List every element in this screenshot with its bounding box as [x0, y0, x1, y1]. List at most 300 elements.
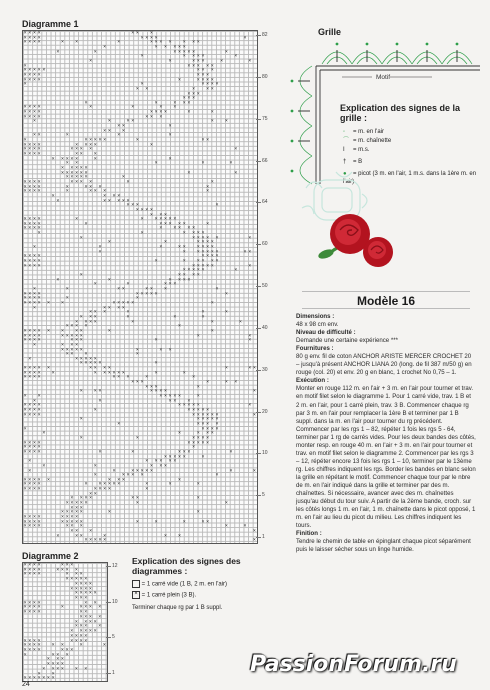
filled-square: ×: [32, 132, 36, 139]
filled-square: ×: [88, 580, 92, 587]
filled-square: ×: [192, 85, 195, 92]
filled-square: ×: [98, 604, 101, 611]
filled-square: ×: [210, 299, 214, 306]
filled-square: ×: [88, 585, 92, 592]
filled-square: ×: [121, 304, 125, 311]
filled-square: ×: [32, 216, 36, 223]
filled-square: ×: [107, 365, 111, 372]
model-title: Modèle 16: [356, 294, 416, 308]
filled-square: ×: [37, 178, 41, 185]
row-number: 75: [262, 115, 268, 122]
finishing-value: Tendre le chemin de table en épinglant chaque picot séparément puis le laisser sécher sous un linge humide.: [296, 538, 471, 554]
filled-square: ×: [210, 253, 214, 260]
execution-label: Exécution :: [296, 377, 329, 385]
filled-square: ×: [238, 318, 242, 325]
filled-square: ×: [206, 220, 209, 227]
filled-square: ×: [154, 39, 158, 46]
filled-square: ×: [37, 225, 41, 232]
filled-square: ×: [103, 486, 106, 493]
filled-square: ×: [37, 230, 41, 237]
filled-square: ×: [79, 509, 83, 516]
filled-square: ×: [79, 580, 83, 587]
row-number: 5: [262, 492, 265, 499]
filled-square: ×: [206, 85, 209, 92]
filled-square: ×: [42, 675, 45, 682]
filled-square: ×: [32, 183, 36, 190]
row-number: 40: [262, 324, 268, 331]
filled-square: ×: [117, 197, 120, 204]
filled-square: ×: [70, 585, 73, 592]
filled-square: ×: [201, 518, 204, 525]
filled-square: ×: [89, 490, 92, 497]
filled-square: ×: [74, 576, 78, 583]
filled-square: ×: [112, 192, 116, 199]
filled-square: ×: [51, 651, 55, 658]
filled-square: ×: [93, 281, 97, 288]
filled-square: ×: [28, 458, 31, 465]
filled-square: ×: [159, 104, 162, 111]
filled-square: ×: [32, 253, 36, 260]
filled-square: ×: [173, 313, 176, 320]
filled-square: ×: [28, 151, 31, 158]
filled-square: ×: [98, 397, 101, 404]
filled-square: ×: [75, 151, 78, 158]
single-crochet-icon: I: [343, 147, 345, 153]
instructions: [296, 313, 476, 554]
filled-square: ×: [93, 590, 97, 597]
filled-square: ×: [32, 444, 36, 451]
filled-square: ×: [210, 81, 214, 88]
row-tick: [106, 566, 111, 567]
filled-square: ×: [131, 379, 134, 386]
row-number: 20: [262, 408, 268, 415]
filled-square: ×: [168, 453, 172, 460]
row-tick: [256, 161, 261, 162]
row-number: 50: [262, 283, 268, 289]
filled-square: ×: [23, 104, 27, 111]
filled-square: ×: [79, 585, 83, 592]
filled-square: ×: [23, 141, 27, 148]
filled-square: ×: [224, 48, 228, 55]
filled-square: ×: [210, 318, 214, 325]
row-number: 30: [262, 366, 268, 373]
filled-square: ×: [126, 299, 130, 306]
filled-square: ×: [32, 113, 36, 120]
filled-square: ×: [23, 332, 27, 339]
filled-square: ×: [23, 523, 27, 530]
filled-square: ×: [154, 369, 158, 376]
filled-square: ×: [145, 374, 148, 381]
filled-square: ×: [187, 407, 190, 414]
filled-square: ×: [154, 360, 158, 367]
legend-sc-text: = m.s.: [353, 147, 370, 153]
filled-square: ×: [51, 670, 55, 677]
filled-square: ×: [135, 137, 139, 144]
filled-square: ×: [23, 262, 27, 269]
filled-square: ×: [117, 481, 120, 488]
filled-square: ×: [79, 637, 83, 644]
filled-square: ×: [164, 216, 167, 223]
filled-square: ×: [75, 141, 78, 148]
filled-square: ×: [168, 458, 172, 465]
filled-square: ×: [182, 244, 186, 251]
filled-square: ×: [51, 665, 55, 672]
filled-square: ×: [182, 248, 186, 255]
filled-square: ×: [154, 99, 158, 106]
filled-square: ×: [103, 137, 106, 144]
filled-square: ×: [178, 430, 181, 437]
filled-square: ×: [23, 369, 27, 376]
filled-square: ×: [135, 518, 139, 525]
filled-square: ×: [42, 430, 45, 437]
filled-square: ×: [178, 323, 181, 330]
filled-square: ×: [210, 416, 214, 423]
filled-square: ×: [79, 346, 83, 353]
filled-square: ×: [79, 234, 83, 241]
filled-square: ×: [42, 67, 45, 74]
filled-square: ×: [70, 628, 73, 635]
filled-square: ×: [196, 272, 200, 279]
filled-square: ×: [37, 188, 41, 195]
model-title-box: [302, 291, 470, 309]
filled-square: ×: [196, 495, 200, 502]
filled-square: ×: [145, 286, 148, 292]
filled-square: ×: [196, 402, 200, 409]
filled-square: ×: [60, 665, 64, 672]
filled-square: ×: [98, 360, 101, 367]
filled-square: ×: [89, 188, 92, 195]
filled-square: ×: [196, 39, 200, 46]
grille-title: Grille: [318, 27, 342, 37]
legend-sc-row: [343, 146, 483, 155]
filled-square: ×: [32, 481, 36, 488]
filled-square: ×: [70, 576, 73, 583]
filled-square: ×: [28, 337, 31, 344]
filled-square: ×: [252, 365, 256, 372]
filled-square: ×: [28, 262, 31, 269]
filled-square: ×: [61, 514, 64, 521]
filled-square: ×: [145, 113, 148, 120]
filled-square: ×: [149, 141, 153, 148]
row-number: 66: [262, 157, 268, 164]
filled-square: ×: [131, 318, 134, 325]
filled-square: ×: [42, 462, 45, 469]
filled-square: ×: [201, 309, 204, 316]
filled-square: ×: [37, 253, 41, 260]
filled-square: ×: [32, 571, 36, 578]
filled-square: ×: [32, 439, 36, 446]
filled-square: ×: [56, 276, 59, 283]
filled-square: ×: [79, 595, 83, 602]
filled-square: ×: [65, 523, 69, 530]
filled-square: ×: [32, 178, 36, 185]
filled-square: ×: [192, 374, 195, 381]
filled-square: ×: [173, 453, 176, 460]
filled-square: ×: [145, 458, 148, 465]
filled-square: ×: [23, 39, 27, 46]
filled-square: ×: [37, 216, 41, 223]
filled-square: ×: [61, 164, 64, 171]
filled-square: ×: [65, 155, 69, 162]
filled-square: ×: [32, 76, 36, 83]
filled-square: ×: [23, 109, 27, 116]
filled-square: ×: [74, 585, 78, 592]
filled-square: ×: [215, 81, 218, 88]
filled-square: ×: [103, 369, 106, 376]
filled-square: ×: [32, 514, 36, 521]
filled-square: ×: [126, 118, 130, 125]
filled-square: ×: [79, 576, 83, 583]
filled-square: ×: [103, 188, 106, 195]
filled-square: ×: [93, 151, 97, 158]
filled-square: ×: [117, 286, 120, 292]
filled-square: ×: [47, 365, 50, 372]
filled-square: ×: [98, 537, 101, 544]
filled-square: ×: [220, 57, 223, 64]
filled-square: ×: [98, 448, 101, 455]
filled-square: ×: [206, 234, 209, 241]
filled-square: ×: [28, 448, 31, 455]
filled-square: ×: [93, 472, 97, 479]
filled-square: ×: [206, 416, 209, 423]
filled-square: ×: [79, 590, 83, 597]
filled-square: ×: [84, 632, 87, 639]
filled-square: ×: [135, 495, 139, 502]
filled-square: ×: [107, 239, 111, 246]
filled-square: ×: [107, 197, 111, 204]
filled-square: ×: [159, 109, 162, 116]
filled-square: ×: [28, 34, 31, 41]
filled-square: ×: [182, 99, 186, 106]
filled-square: ×: [168, 281, 172, 288]
filled-square: ×: [196, 434, 200, 441]
filled-square: ×: [37, 332, 41, 339]
filled-square: ×: [88, 604, 92, 611]
filled-square: ×: [61, 509, 64, 516]
filled-square: ×: [135, 30, 139, 36]
filled-square: ×: [37, 439, 41, 446]
filled-square: ×: [154, 388, 158, 395]
filled-square: ×: [37, 369, 41, 376]
filled-square: ×: [178, 532, 181, 539]
filled-square: ×: [201, 239, 204, 246]
filled-square: ×: [140, 467, 144, 474]
filled-square: ×: [28, 216, 31, 223]
filled-square: ×: [65, 174, 69, 181]
filled-square: ×: [229, 160, 233, 167]
filled-square: ×: [215, 411, 218, 418]
filled-square: ×: [201, 244, 204, 251]
filled-square: ×: [93, 141, 97, 148]
filled-square: ×: [28, 104, 31, 111]
filled-square: ×: [70, 495, 73, 502]
filled-square: ×: [74, 618, 78, 625]
filled-square: ×: [70, 518, 73, 525]
filled-square: ×: [178, 402, 181, 409]
filled-square: ×: [187, 169, 190, 176]
filled-square: ×: [75, 160, 78, 167]
filled-square: ×: [164, 109, 167, 116]
filled-square: ×: [206, 518, 209, 525]
filled-square: ×: [23, 137, 27, 144]
filled-square: ×: [23, 113, 27, 120]
filled-square: ×: [206, 71, 209, 78]
filled-square: ×: [37, 599, 41, 606]
filled-square: ×: [65, 651, 69, 658]
filled-square: ×: [159, 388, 162, 395]
filled-square: ×: [206, 137, 209, 144]
filled-square: ×: [89, 528, 92, 535]
filled-square: ×: [23, 71, 27, 78]
filled-square: ×: [173, 48, 176, 55]
filled-square: ×: [215, 253, 218, 260]
filled-square: ×: [93, 360, 97, 367]
legend-dc-text: = B: [353, 159, 363, 165]
filled-square: ×: [61, 327, 64, 334]
filled-square: ×: [107, 476, 111, 483]
filled-square: ×: [79, 272, 83, 279]
filled-square: ×: [37, 30, 41, 36]
filled-square: ×: [140, 230, 144, 237]
filled-square: ×: [70, 632, 73, 639]
filled-square: ×: [32, 609, 36, 616]
filled-square: ×: [145, 383, 148, 390]
filled-square: ×: [178, 76, 181, 83]
filled-square: ×: [112, 374, 116, 381]
filled-square: ×: [98, 613, 101, 620]
filled-square: ×: [149, 206, 153, 213]
legend-chain-row: [343, 128, 483, 137]
filled-square: ×: [84, 500, 87, 507]
filled-square: ×: [79, 500, 83, 507]
filled-square: ×: [75, 174, 78, 181]
filled-square: ×: [75, 504, 78, 511]
filled-square: ×: [196, 239, 200, 246]
filled-square: ×: [201, 439, 204, 446]
filled-square: ×: [210, 178, 214, 185]
filled-square: ×: [93, 388, 97, 395]
filled-square: ×: [135, 351, 139, 358]
filled-square: ×: [192, 57, 195, 64]
filled-square: ×: [84, 164, 87, 171]
filled-square: ×: [187, 267, 190, 274]
filled-square: ×: [75, 169, 78, 176]
diagram1-grid: [22, 30, 258, 544]
filled-square: ×: [37, 448, 41, 455]
filled-square: ×: [196, 234, 200, 241]
filled-square: ×: [206, 407, 209, 414]
filled-square: ×: [23, 439, 27, 446]
filled-square: ×: [168, 123, 172, 130]
filled-square: ×: [79, 388, 83, 395]
row-tick: [256, 328, 261, 329]
filled-square: ×: [23, 444, 27, 451]
filled-square: ×: [65, 286, 69, 292]
filled-square: ×: [70, 500, 73, 507]
filled-square: ×: [28, 369, 31, 376]
filled-square: ×: [196, 76, 200, 83]
filled-square: ×: [79, 360, 83, 367]
row-number: 60: [262, 241, 268, 248]
filled-square: ×: [252, 528, 256, 535]
filled-square: ×: [70, 514, 73, 521]
grille-legend-title: Explication des signes de la grille :: [340, 103, 461, 123]
filled-square: ×: [84, 481, 87, 488]
row-tick: [106, 637, 111, 638]
filled-square: ×: [187, 397, 190, 404]
filled-square: ×: [135, 85, 139, 92]
filled-square: ×: [28, 188, 31, 195]
filled-square: ×: [149, 30, 153, 36]
difficulty-value: Demande une certaine expérience ***: [296, 337, 398, 345]
filled-square: ×: [23, 604, 27, 611]
filled-square: ×: [79, 613, 83, 620]
filled-square: ×: [23, 407, 27, 414]
filled-square: ×: [159, 216, 162, 223]
filled-square: ×: [168, 481, 172, 488]
filled-square: ×: [47, 476, 50, 483]
filled-square: ×: [37, 71, 41, 78]
filled-square: ×: [117, 299, 120, 306]
filled-square: ×: [79, 355, 83, 362]
filled-square: ×: [79, 332, 83, 339]
filled-square: ×: [135, 434, 139, 441]
filled-square: ×: [89, 57, 92, 64]
filled-square: ×: [28, 71, 31, 78]
filled-square: ×: [28, 295, 31, 302]
filled-square: ×: [168, 57, 172, 64]
filled-square: ×: [79, 604, 83, 611]
filled-square: ×: [46, 675, 50, 682]
filled-square: ×: [187, 109, 190, 116]
filled-square: ×: [206, 379, 209, 386]
filled-square: ×: [178, 448, 181, 455]
filled-square: ×: [70, 528, 73, 535]
filled-square: ×: [187, 402, 190, 409]
filled-square: ×: [121, 127, 125, 134]
filled-square: ×: [252, 467, 256, 474]
filled-square: ×: [32, 402, 36, 409]
filled-square: ×: [65, 576, 69, 583]
filled-square: ×: [103, 304, 106, 311]
filled-square: ×: [37, 486, 41, 493]
filled-square: ×: [159, 346, 162, 353]
filled-square: ×: [206, 253, 209, 260]
filled-square: ×: [201, 425, 204, 432]
filled-square: ×: [159, 225, 162, 232]
filled-square: ×: [37, 337, 41, 344]
filled-square: ×: [98, 486, 101, 493]
filled-square: ×: [74, 566, 78, 573]
filled-square: ×: [28, 562, 31, 568]
filled-square: ×: [103, 481, 106, 488]
filled-square: ×: [192, 439, 195, 446]
filled-square: ×: [89, 178, 92, 185]
filled-square: ×: [37, 113, 41, 120]
filled-square: ×: [164, 281, 167, 288]
filled-square: ×: [201, 262, 204, 269]
filled-square: ×: [37, 571, 41, 578]
filled-square: ×: [192, 230, 195, 237]
filled-square: ×: [215, 258, 218, 265]
filled-square: ×: [131, 202, 134, 209]
filled-square: ×: [107, 481, 111, 488]
filled-square: ×: [51, 369, 55, 376]
filled-square: ×: [210, 258, 214, 265]
filled-square: ×: [192, 62, 195, 69]
filled-square: ×: [145, 486, 148, 493]
filled-square: ×: [23, 651, 27, 658]
